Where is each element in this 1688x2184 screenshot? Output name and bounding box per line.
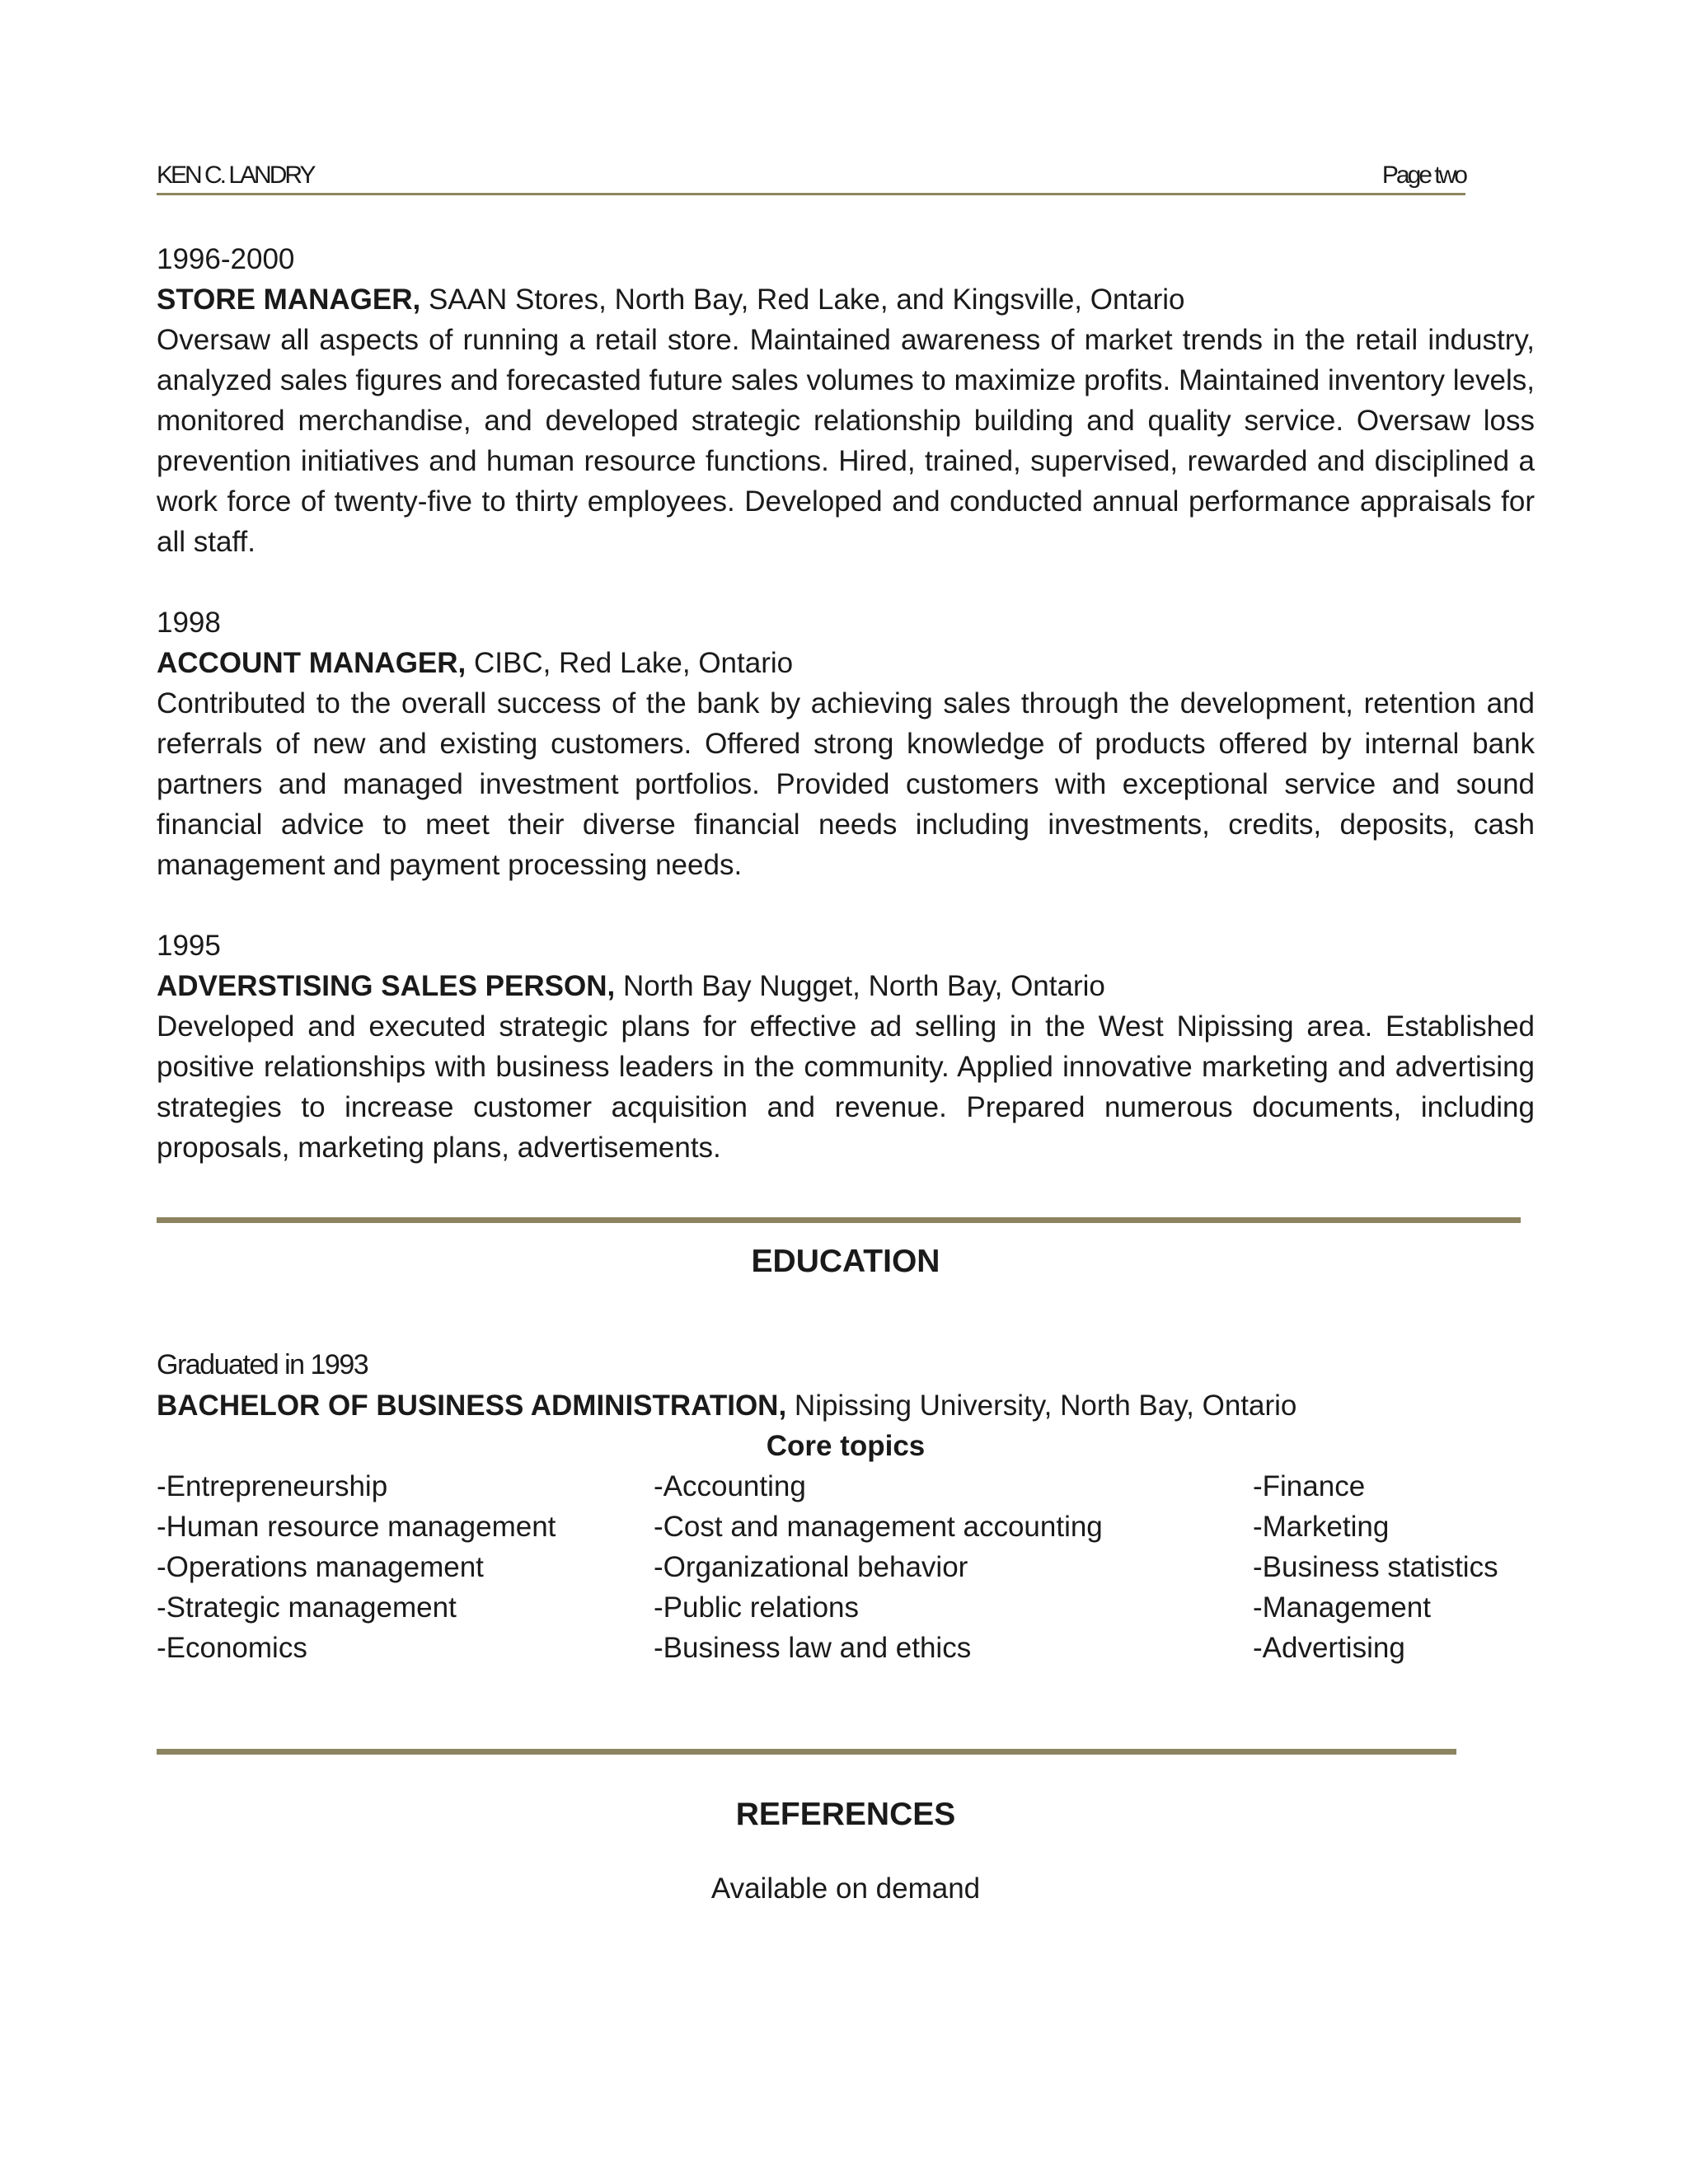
graduation-year: Graduated in 1993 xyxy=(157,1349,368,1380)
topic-item: -Business law and ethics xyxy=(654,1632,972,1664)
topic-item: -Finance xyxy=(1253,1470,1366,1502)
job-entry xyxy=(157,239,1535,562)
job-heading xyxy=(157,279,1535,320)
topic-item: -Entrepreneurship xyxy=(157,1470,388,1502)
topic-item: -Accounting xyxy=(654,1470,806,1502)
job-organization: North Bay Nugget, North Bay, Ontario xyxy=(615,970,1105,1002)
job-dates: 1998 xyxy=(157,607,221,639)
job-dates: 1996-2000 xyxy=(157,243,295,275)
topic-item: -Organizational behavior xyxy=(654,1551,968,1583)
header-name: KEN C. LANDRY xyxy=(157,162,314,189)
degree-title: BACHELOR OF BUSINESS ADMINISTRATION, xyxy=(157,1390,787,1422)
topics-column-3 xyxy=(1253,1466,1498,1668)
topic-item: -Management xyxy=(1253,1591,1431,1624)
job-dates: 1995 xyxy=(157,930,221,962)
job-description: Oversaw all aspects of running a retail store. Maintained awareness of market trends in the retail industry, analyzed sales figures and forecasted future sales volumes to maximize profits. Maintained inventory levels, monitored merchandise, and developed strategic relationship building and quality service. Oversaw loss prevention initiatives and human resource functions. Hired, trained, supervised, rewarded and disciplined a work force of twenty-five to thirty employees. Developed and conducted annual performance appraisals for all staff. xyxy=(157,324,1535,558)
job-description: Developed and executed strategic plans for effective ad selling in the West Nipissing area. Established positive relationships with business leaders in the community. Applied innovative marketing and advertising strategies to increase customer acquisition and revenue. Prepared numerous documents, including proposals, marketing plans, advertisements. xyxy=(157,1010,1535,1164)
job-title: ADVERSTISING SALES PERSON, xyxy=(157,970,616,1002)
topic-item: -Marketing xyxy=(1253,1511,1390,1543)
job-heading xyxy=(157,643,1535,683)
core-topics-label: Core topics xyxy=(766,1430,926,1462)
page-header xyxy=(157,162,1465,195)
topic-item: -Operations management xyxy=(157,1551,484,1583)
topic-item: -Strategic management xyxy=(157,1591,457,1624)
topics-column-2 xyxy=(654,1466,1103,1668)
topics-column-1 xyxy=(157,1466,556,1668)
topic-item: -Human resource management xyxy=(157,1511,556,1543)
job-entry xyxy=(157,602,1535,885)
topic-item: -Advertising xyxy=(1253,1632,1405,1664)
section-divider xyxy=(157,1749,1456,1755)
core-topics-list xyxy=(157,1466,1535,1668)
references-heading: REFERENCES xyxy=(735,1797,956,1832)
job-organization: SAAN Stores, North Bay, Red Lake, and Kingsville, Ontario xyxy=(420,284,1185,316)
topic-item: -Cost and management accounting xyxy=(654,1511,1103,1543)
topic-item: -Public relations xyxy=(654,1591,859,1624)
education-heading: EDUCATION xyxy=(751,1244,940,1279)
header-page-number: Page two xyxy=(1381,162,1465,189)
job-title: ACCOUNT MANAGER, xyxy=(157,647,467,679)
job-heading xyxy=(157,966,1535,1006)
job-organization: CIBC, Red Lake, Ontario xyxy=(466,647,794,679)
references-text: Available on demand xyxy=(710,1872,981,1905)
degree-line xyxy=(157,1385,1535,1426)
topic-item: -Business statistics xyxy=(1253,1551,1498,1583)
resume-content xyxy=(157,239,1535,1909)
section-divider xyxy=(157,1217,1521,1223)
job-title: STORE MANAGER, xyxy=(157,284,421,316)
topic-item: -Economics xyxy=(157,1632,307,1664)
job-entry xyxy=(157,926,1535,1168)
degree-school: Nipissing University, North Bay, Ontario xyxy=(786,1390,1297,1422)
job-description: Contributed to the overall success of the bank by achieving sales through the development, retention and referrals of new and existing customers. Offered strong knowledge of products offered by internal bank partners and managed investment portfolios. Provided customers with exceptional service and sound financial advice to meet their diverse financial needs including investments, credits, deposits, cash management and payment processing needs. xyxy=(157,687,1535,881)
